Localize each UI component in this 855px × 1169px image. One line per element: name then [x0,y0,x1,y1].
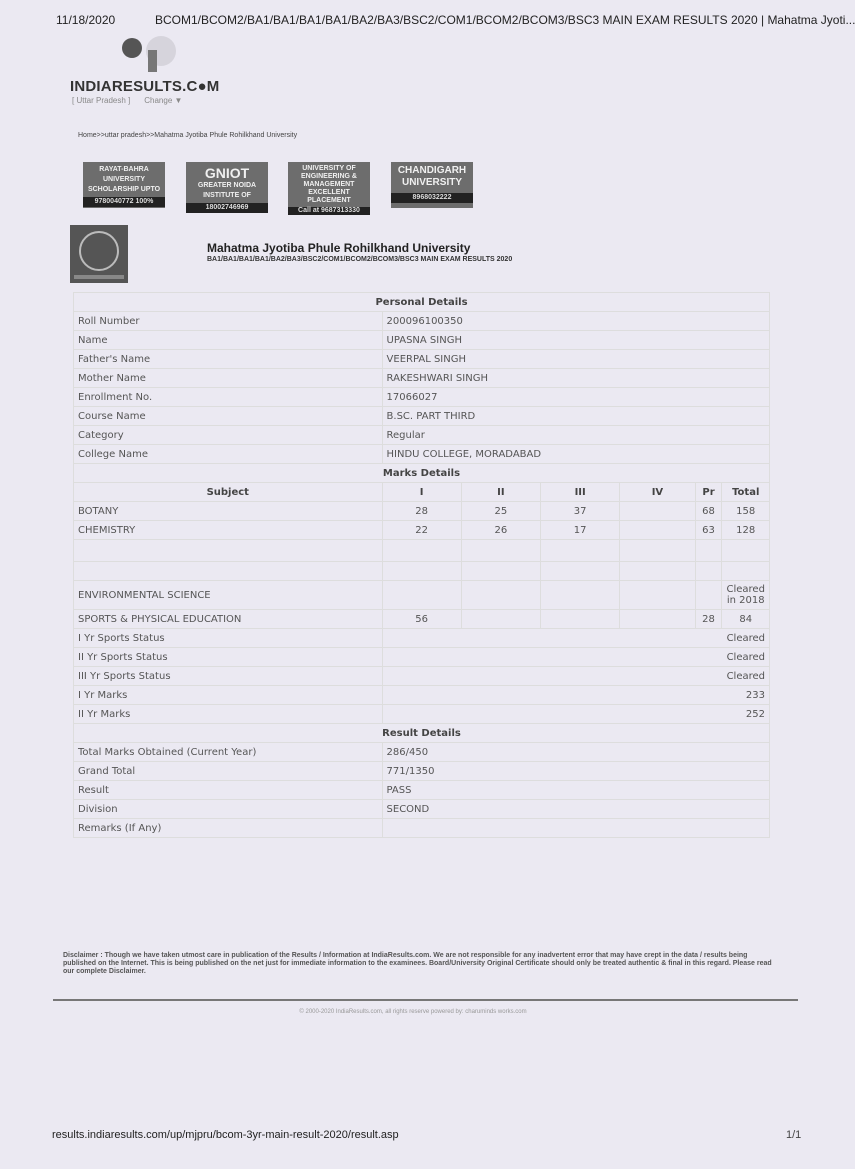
table-row [74,445,770,464]
field-value: RAKESHWARI SINGH [382,369,769,388]
ad-line: UNIVERSITY OF [302,165,356,172]
ad-phone: 8968032222 [391,193,473,203]
field-value: HINDU COLLEGE, MORADABAD [382,445,769,464]
table-row [74,521,770,540]
table-row [74,581,770,610]
breadcrumb[interactable]: Home>>uttar pradesh>>Mahatma Jyotiba Phule Rohilkhand University [78,132,298,139]
field-value: Cleared [382,667,769,686]
field-label: Name [74,331,383,350]
field-value: Cleared [382,629,769,648]
table-row [74,629,770,648]
field-label: II Yr Marks [74,705,383,724]
table-row [74,407,770,426]
table-row [74,312,770,331]
section-header [74,464,770,483]
mark-cell: 22 [382,521,461,540]
table-row [74,705,770,724]
column-paper-1: I [382,483,461,502]
table-row [74,800,770,819]
field-value: Regular [382,426,769,445]
table-row [74,426,770,445]
field-label: Father's Name [74,350,383,369]
ad-phone: 18002746969 [186,203,268,213]
table-row [74,743,770,762]
print-page-title: BCOM1/BCOM2/BA1/BA1/BA1/BA1/BA2/BA3/BSC2/COM1/BCOM2/BCOM3/BSC3 MAIN EXAM RESULTS 2020 | Mahatma Jyoti... [155,13,855,27]
field-value: 17066027 [382,388,769,407]
site-logo[interactable] [70,36,220,106]
field-label: I Yr Sports Status [74,629,383,648]
print-date: 11/18/2020 [56,13,116,27]
section-header [74,293,770,312]
mark-cell: 68 [695,502,722,521]
personal-details-heading: Personal Details [74,293,770,312]
field-label: Roll Number [74,312,383,331]
total-cell: 158 [722,502,770,521]
field-label: Mother Name [74,369,383,388]
field-value: UPASNA SINGH [382,331,769,350]
column-subject: Subject [74,483,383,502]
column-paper-3: III [541,483,620,502]
ad-line: UNIVERSITY [102,176,145,183]
field-value: 252 [382,705,769,724]
table-row [74,388,770,407]
ad-line: EXCELLENT PLACEMENT [307,189,351,204]
field-label: II Yr Sports Status [74,648,383,667]
ad-banner-gniot[interactable] [186,162,268,211]
table-row [74,686,770,705]
field-value: 286/450 [382,743,769,762]
ad-line: GREATER NOIDA [197,182,257,189]
ad-banner-uem[interactable] [288,162,370,214]
mark-cell: 26 [461,521,540,540]
ad-banner-chandigarh-university[interactable] [391,162,473,208]
copyright-text: © 2000-2020 IndiaResults.com, all rights reserve powered by: charuminds works.com [299,1009,527,1015]
field-label: College Name [74,445,383,464]
mark-cell: 63 [695,521,722,540]
field-label: I Yr Marks [74,686,383,705]
ad-banner-rayat-bahra[interactable] [83,162,165,208]
field-label: Division [74,800,383,819]
field-value: 771/1350 [382,762,769,781]
table-row [74,781,770,800]
mark-cell: 56 [382,610,461,629]
subject-name: BOTANY [74,502,383,521]
print-footer-url: results.indiaresults.com/up/mjpru/bcom-3yr-main-result-2020/result.asp [52,1129,399,1141]
marks-details-heading: Marks Details [74,464,770,483]
field-label: Course Name [74,407,383,426]
state-selector[interactable] [72,96,182,105]
section-header [74,724,770,743]
print-page-number: 1/1 [786,1129,802,1141]
mark-cell: 28 [695,610,722,629]
disclaimer-text: Disclaimer : Though we have taken utmost care in publication of the Results / Information at IndiaResults.com. We are not responsible for any inadvertent error that may have crept in the data / results being published on the Internet. This is being published on the net just for immediate information to the examinees. Board/University Original Certificate should only be treated authentic & final in this regard. Please read our complete Disclaimer. [63,952,772,975]
field-label: Enrollment No. [74,388,383,407]
subject-name: CHEMISTRY [74,521,383,540]
ad-line: ENGINEERING & [300,173,357,180]
column-paper-2: II [461,483,540,502]
table-row [74,369,770,388]
table-row [74,762,770,781]
total-cell: 128 [722,521,770,540]
change-state-link[interactable]: Change ▼ [144,96,183,105]
mark-cell: 28 [382,502,461,521]
ad-phone: 9780040772 100% [83,197,165,207]
mark-cell [620,502,695,521]
column-total: Total [722,483,770,502]
exam-title: BA1/BA1/BA1/BA1/BA2/BA3/BSC2/COM1/BCOM2/BCOM3/BSC3 MAIN EXAM RESULTS 2020 [207,256,513,263]
mark-cell: 37 [541,502,620,521]
ad-line: INSTITUTE OF [203,192,251,199]
mark-cell: 17 [541,521,620,540]
table-row [74,562,770,581]
field-value [382,819,769,838]
mark-cell [620,521,695,540]
table-row [74,502,770,521]
field-value: 233 [382,686,769,705]
university-emblem-icon [70,225,128,283]
site-brand: INDIARESULTS.C●M [70,78,220,95]
total-cell: Cleared in 2018 [722,581,770,610]
footer-divider [53,999,798,1001]
ad-line: GNIOT [204,165,250,181]
university-name: Mahatma Jyotiba Phule Rohilkhand University [207,241,471,255]
field-label: Category [74,426,383,445]
result-details-heading: Result Details [74,724,770,743]
result-table [73,292,770,838]
table-row [74,540,770,562]
column-practical: Pr [695,483,722,502]
field-value: 200096100350 [382,312,769,331]
ad-line: SCHOLARSHIP UPTO [87,186,161,193]
field-value: PASS [382,781,769,800]
ad-line: UNIVERSITY [401,177,462,188]
mark-cell: 25 [461,502,540,521]
marks-column-header [74,483,770,502]
table-row [74,648,770,667]
ad-line: CHANDIGARH [397,165,467,176]
table-row [74,331,770,350]
ad-line: MANAGEMENT [303,181,355,188]
field-label: Result [74,781,383,800]
column-paper-4: IV [620,483,695,502]
ad-line: RAYAT-BAHRA [99,166,149,173]
field-label: Grand Total [74,762,383,781]
table-row [74,819,770,838]
total-cell: 84 [722,610,770,629]
field-value: B.SC. PART THIRD [382,407,769,426]
table-row [74,610,770,629]
current-state: [ Uttar Pradesh ] [72,96,131,105]
subject-name: ENVIRONMENTAL SCIENCE [74,581,383,610]
field-label: Remarks (If Any) [74,819,383,838]
subject-name: SPORTS & PHYSICAL EDUCATION [74,610,383,629]
field-label: Total Marks Obtained (Current Year) [74,743,383,762]
field-value: SECOND [382,800,769,819]
field-label: III Yr Sports Status [74,667,383,686]
table-row [74,667,770,686]
table-row [74,350,770,369]
ad-phone: Call at 9687313330 [288,207,370,215]
field-value: Cleared [382,648,769,667]
field-value: VEERPAL SINGH [382,350,769,369]
logo-mark-icon [120,36,180,78]
